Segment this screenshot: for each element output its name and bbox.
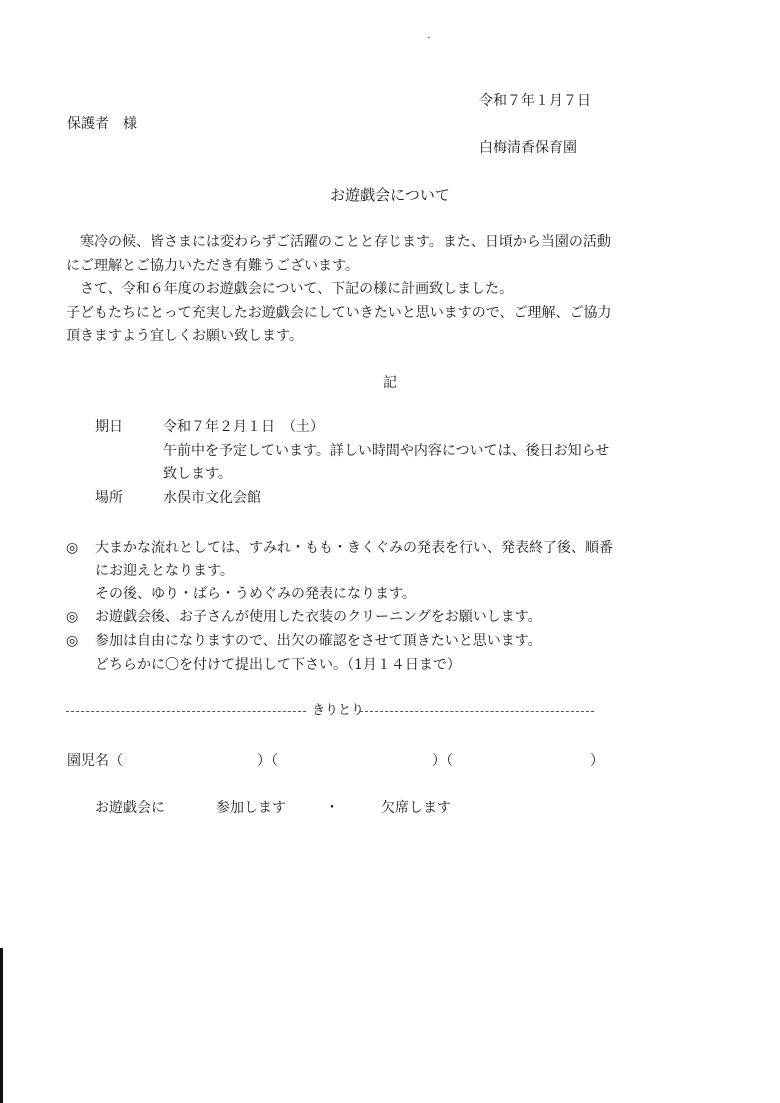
cut-line — [66, 703, 594, 719]
cut-label: きりとり — [312, 703, 365, 718]
scan-edge-mark — [0, 948, 3, 1103]
date-label: 期日 — [95, 419, 123, 435]
bullet-mark: ◎ — [66, 633, 79, 649]
bullet-mark: ◎ — [66, 540, 79, 556]
recipient: 保護者 様 — [67, 116, 137, 132]
place-label: 場所 — [95, 490, 123, 506]
child-name-label: 園児名（ — [67, 753, 123, 769]
name-separator: ）（ — [432, 753, 453, 769]
note-text: 大まかな流れとしては、すみれ・もも・きくぐみの発表を行い、発表終了後、順番 — [95, 540, 613, 556]
date-note: 致します。 — [163, 466, 232, 482]
bullet-mark: ◎ — [66, 609, 79, 625]
scan-speck — [428, 37, 430, 38]
ki-heading: 記 — [383, 375, 397, 391]
option-separator: ・ — [325, 800, 339, 816]
name-close: ） — [590, 753, 604, 769]
note-text: その後、ゆり・ばら・うめぐみの発表になります。 — [95, 586, 416, 602]
note-text: お遊戯会後、お子さんが使用した衣装のクリーニングをお願いします。 — [95, 609, 542, 625]
page-title: お遊戯会について — [330, 186, 450, 204]
body-line: 寒冷の候、皆さまには変わらずご活躍のことと存じます。また、日頃から当園の活動 — [80, 234, 611, 250]
attendance-label: お遊戯会に — [95, 800, 165, 816]
body-text — [66, 231, 626, 349]
date-note: 午前中を予定しています。詳しい時間や内容については、後日お知らせ — [163, 443, 610, 459]
sender-name: 白梅清香保育園 — [479, 140, 577, 156]
cut-dash-right — [360, 711, 594, 712]
body-line: 子どもたちにとって充実したお遊戯会にしていきたいと思いますので、ご理解、ご協力 — [66, 304, 612, 321]
body-line: さて、令和６年度のお遊戯会について、下記の様に計画致しました。 — [80, 281, 514, 297]
place-value: 水俣市文化会館 — [163, 490, 261, 506]
note-text: 参加は自由になりますので、出欠の確認をさせて頂きたいと思います。 — [95, 633, 542, 649]
attend-option: 参加します — [216, 800, 286, 816]
body-line: にご理解とご協力いただき有難うございます。 — [66, 257, 359, 274]
note-text: どちらかに〇を付けて提出して下さい。（1月１４日まで） — [95, 657, 461, 673]
note-text: にお迎えとなります。 — [95, 563, 234, 579]
date-value: 令和７年２月１日 （土） — [163, 419, 324, 435]
absent-option: 欠席します — [381, 800, 451, 816]
issue-date: 令和７年１月７日 — [479, 93, 591, 109]
name-separator: ）（ — [257, 753, 278, 769]
cut-dash-left — [66, 711, 306, 712]
body-line: 頂きますよう宜しくお願い致します。 — [66, 328, 303, 344]
